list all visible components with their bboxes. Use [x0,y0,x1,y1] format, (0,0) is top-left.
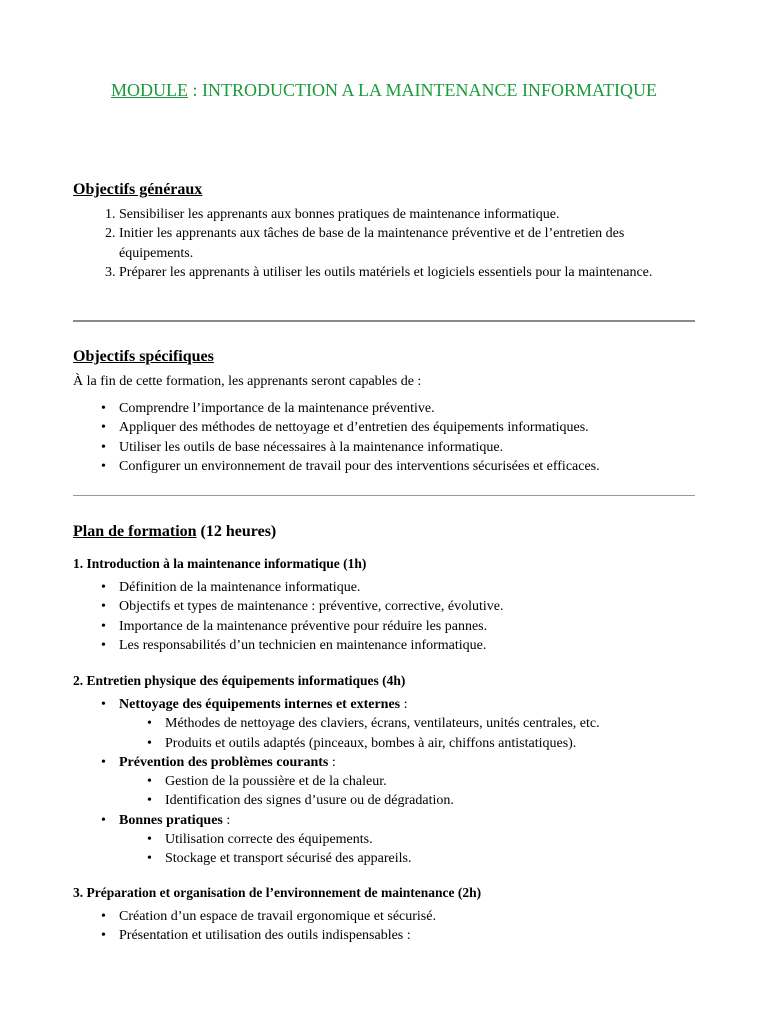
list-item [147,772,699,791]
list-item [101,617,699,636]
list-item [101,597,699,616]
bullet-icon: • [147,793,152,809]
section-3-title: 3. Préparation et organisation de l’environnement de maintenance (2h) [73,885,482,900]
list-item [147,849,699,868]
section-divider [73,320,695,322]
bullet-icon: • [147,774,152,790]
list-item [101,578,699,597]
group-label-suffix: : [328,754,336,770]
heading-objectifs-specifiques-text: Objectifs spécifiques [73,348,214,365]
list-item-text: Configurer un environnement de travail pour des interventions sécurisées et efficaces. [119,458,600,474]
list-item [101,753,699,811]
sub-list [119,830,699,869]
list-item-text: Importance de la maintenance préventive pour réduire les pannes. [119,618,488,634]
objectifs-specifiques-list [73,399,699,476]
list-item-text: Gestion de la poussière et de la chaleur. [165,774,387,790]
bullet-icon: • [101,637,106,653]
list-item-text: Les responsabilités d’un technicien en maintenance informatique. [119,637,487,653]
list-item-text: Création d’un espace de travail ergonomique et sécurisé. [119,909,436,924]
bullet-icon: • [101,909,106,924]
list-item [101,418,699,437]
title-text: : INTRODUCTION A LA MAINTENANCE INFORMATIQUE [188,80,657,100]
title-module-label: MODULE [111,80,188,100]
bullet-icon: • [101,580,106,595]
bullet-icon: • [101,458,106,474]
section-divider [73,495,695,496]
list-item-text: Comprendre l’importance de la maintenance préventive. [119,401,435,416]
bullet-icon: • [101,618,106,634]
heading-objectifs-generaux [73,180,202,200]
objectifs-specifiques-intro: À la fin de cette formation, les apprenants seront capables de : [73,374,422,389]
heading-objectifs-generaux-text: Objectifs généraux [73,181,203,198]
heading-plan-de-formation [73,522,276,542]
bullet-icon: • [101,812,106,828]
bullet-icon: • [147,735,152,751]
bullet-icon: • [147,716,152,732]
list-item-text: Méthodes de nettoyage des claviers, écrans, ventilateurs, unités centrales, etc. [165,716,600,732]
sub-list [119,772,699,811]
list-item-text: Utiliser les outils de base nécessaires à la maintenance informatique. [119,439,504,455]
list-item-text: Définition de la maintenance informatique. [119,580,361,595]
section-3-list [73,907,699,946]
list-item [101,926,699,945]
sub-list [119,714,699,753]
list-item: 3. Préparer les apprenants à utiliser les outils matériels et logiciels essentiels pour la maintenance. [119,263,699,282]
plan-duration: (12 heures) [196,523,277,540]
list-item [101,636,699,655]
section-2-title: 2. Entretien physique des équipements informatiques (4h) [73,673,406,688]
bullet-icon: • [101,439,106,455]
bullet-icon: • [101,420,106,436]
list-item: 1. Sensibiliser les apprenants aux bonnes pratiques de maintenance informatique. [119,205,699,224]
list-item [147,714,699,733]
section-1-list [73,578,699,655]
objectifs-generaux-list [73,205,699,282]
list-item [147,830,699,849]
list-item-text: Stockage et transport sécurisé des appareils. [165,851,412,867]
group-label: Prévention des problèmes courants [119,754,329,770]
list-item [101,811,699,869]
section-2-list [73,695,699,869]
heading-objectifs-specifiques [73,347,214,367]
group-label-suffix: : [222,812,231,828]
heading-plan-text: Plan de formation [73,523,197,540]
group-label-suffix: : [400,697,408,712]
list-item-text: Appliquer des méthodes de nettoyage et d’entretien des équipements informatiques. [119,420,589,436]
group-label: Bonnes pratiques [119,812,223,828]
list-item [101,457,699,476]
list-item [101,907,699,926]
list-item [101,399,699,418]
group-label: Nettoyage des équipements internes et externes [119,697,401,712]
bullet-icon: • [101,401,106,416]
bullet-icon: • [101,928,106,944]
list-item-text: Utilisation correcte des équipements. [165,832,373,848]
list-item [147,734,699,753]
bullet-icon: • [101,697,106,712]
page-title [73,78,695,103]
list-item [101,695,699,753]
bullet-icon: • [147,832,152,848]
bullet-icon: • [101,599,106,615]
list-item-text: Objectifs et types de maintenance : préventive, corrective, évolutive. [119,599,504,615]
list-item-text: Produits et outils adaptés (pinceaux, bombes à air, chiffons antistatiques). [165,735,577,751]
list-item: 2. Initier les apprenants aux tâches de base de la maintenance préventive et de l’entretien des équipements. [119,224,699,263]
list-item-text: Présentation et utilisation des outils indispensables : [119,928,411,944]
list-item [101,438,699,457]
bullet-icon: • [147,851,152,867]
list-item [147,791,699,810]
list-item-text: Identification des signes d’usure ou de dégradation. [165,793,454,809]
bullet-icon: • [101,754,106,770]
section-1-title: 1. Introduction à la maintenance informatique (1h) [73,556,367,571]
